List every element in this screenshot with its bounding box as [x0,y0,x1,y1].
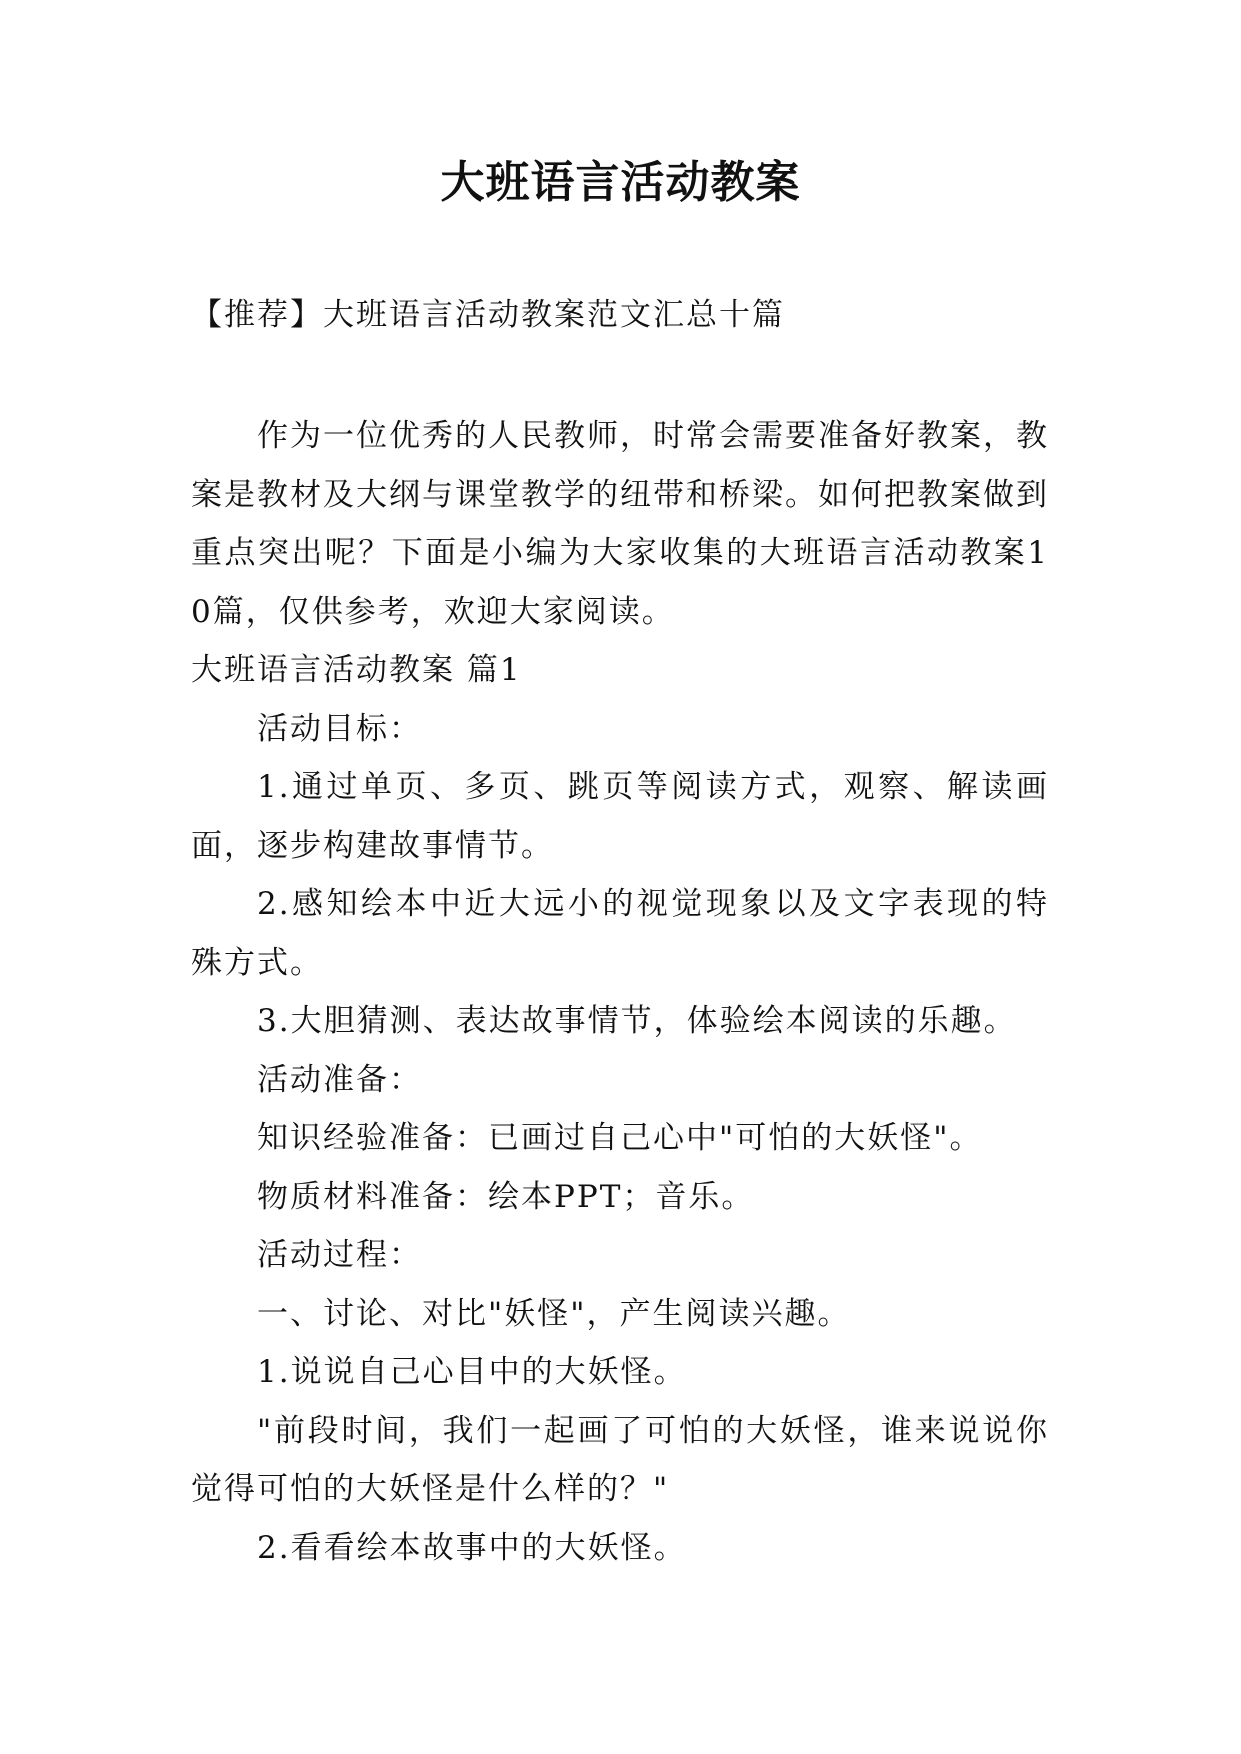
section-heading: 大班语言活动教案 篇1 [191,652,522,688]
goal-item: 1.通过单页、多页、跳页等阅读方式，观察、解读画面，逐步构建故事情节。 [191,769,1049,864]
activity-goals-heading: 活动目标： [257,710,422,747]
goal-item: 2.感知绘本中近大远小的视觉现象以及文字表现的特殊方式。 [191,886,1049,981]
document-subtitle: 【推荐】大班语言活动教案范文汇总十篇 [191,297,785,333]
process-step: 一、讨论、对比"妖怪"，产生阅读兴趣。 [257,1295,851,1332]
document-body [191,407,1049,1577]
quoted-dialogue: "前段时间，我们一起画了可怕的大妖怪，谁来说说你觉得可怕的大妖怪是什么样的？" [191,1412,1049,1507]
process-step: 2.看看绘本故事中的大妖怪。 [257,1529,687,1566]
document-title: 大班语言活动教案 [440,157,801,208]
preparation-item: 物质材料准备：绘本PPT；音乐。 [257,1178,755,1215]
activity-preparation-heading: 活动准备： [257,1061,422,1098]
process-step: 1.说说自己心目中的大妖怪。 [257,1354,687,1390]
activity-process-heading: 活动过程： [257,1237,422,1273]
preparation-item: 知识经验准备：已画过自己心中"可怕的大妖怪"。 [257,1120,983,1156]
goal-item: 3.大胆猜测、表达故事情节，体验绘本阅读的乐趣。 [257,1003,1017,1039]
intro-paragraph: 作为一位优秀的人民教师，时常会需要准备好教案，教案是教材及大纲与课堂教学的纽带和桥梁。如何把教案做到重点突出呢？下面是小编为大家收集的大班语言活动教案10篇，仅供参考，欢迎大家阅读。 [191,418,1049,630]
